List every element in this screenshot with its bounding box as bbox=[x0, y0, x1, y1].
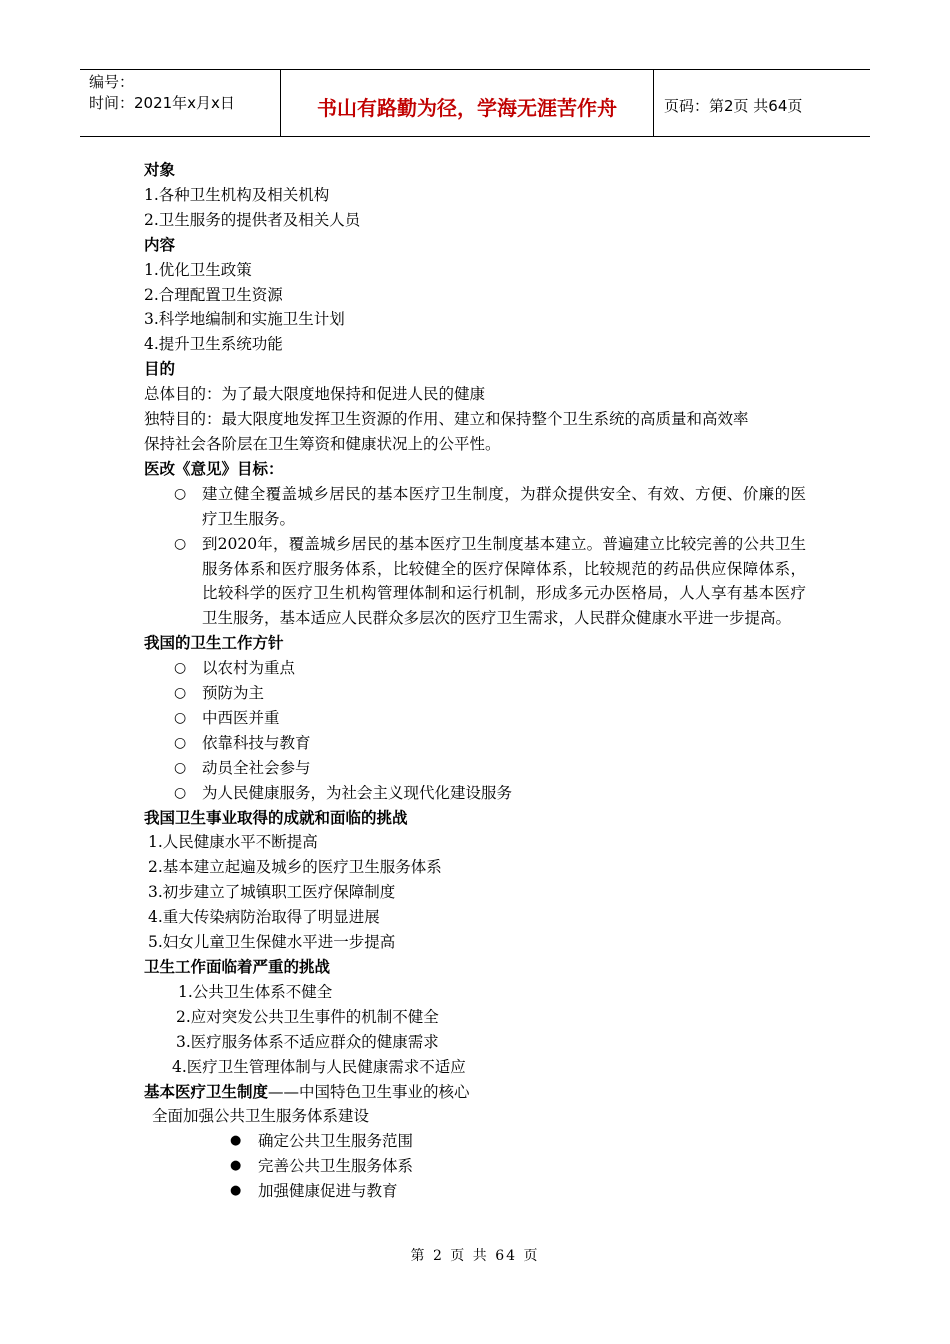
list-item-text: 预防为主 bbox=[202, 684, 265, 703]
list-item bbox=[144, 1154, 824, 1179]
list-item-text: 中西医并重 bbox=[202, 708, 280, 727]
list-item bbox=[144, 756, 824, 781]
header-motto: 书山有路勤为径，学海无涯苦作舟 bbox=[281, 70, 654, 136]
list-item-text: 完善公共卫生服务体系 bbox=[258, 1157, 414, 1176]
list-item-text: 以农村为重点 bbox=[202, 659, 296, 678]
hollow-circle-icon: ○ bbox=[174, 784, 187, 801]
list-item-text: 确定公共卫生服务范围 bbox=[258, 1132, 414, 1151]
section-title-object: 对象 bbox=[144, 161, 176, 179]
header-meta bbox=[80, 70, 281, 136]
document-number: 编号： bbox=[89, 73, 135, 91]
list-item bbox=[144, 781, 824, 806]
section-title-reform: 医改《意见》目标： bbox=[144, 459, 284, 478]
list-item: 4.医疗卫生管理体制与人民健康需求不适应 bbox=[172, 1057, 466, 1076]
list-item bbox=[144, 1179, 824, 1204]
list-item: 2.卫生服务的提供者及相关人员 bbox=[144, 210, 361, 229]
list-item bbox=[144, 681, 824, 706]
document-body bbox=[144, 158, 824, 1204]
list-item-text: 建立健全覆盖城乡居民的基本医疗卫生制度，为群众提供安全、有效、方便、价廉的医疗卫生服务。 bbox=[202, 484, 806, 528]
list-item-text: 到2020年，覆盖城乡居民的基本医疗卫生制度基本建立。普遍建立比较完善的公共卫生服务体系和医疗服务体系，比较健全的医疗保障体系，比较规范的药品供应保障体系，比较科学的医疗卫生机构管理体制和运行机制，形成多元办医格局，人人享有基本医疗卫生服务，基本适应人民群众多层次的医疗卫生需求，人民群众健康水平进一步提高。 bbox=[202, 534, 806, 628]
page-header bbox=[80, 69, 870, 137]
list-item: 2.应对突发公共卫生事件的机制不健全 bbox=[176, 1007, 439, 1026]
hollow-circle-icon: ○ bbox=[174, 685, 187, 702]
list-item: 3.医疗服务体系不适应群众的健康需求 bbox=[176, 1032, 439, 1051]
list-item: 1.各种卫生机构及相关机构 bbox=[144, 185, 330, 204]
filled-circle-icon: ● bbox=[230, 1158, 242, 1174]
list-item-text: 动员全社会参与 bbox=[202, 758, 311, 777]
list-item: 2.基本建立起遍及城乡的医疗卫生服务体系 bbox=[148, 858, 442, 877]
section-title-achievements: 我国卫生事业取得的成就和面临的挑战 bbox=[144, 808, 408, 827]
list-item-text: 加强健康促进与教育 bbox=[258, 1182, 398, 1201]
list-item bbox=[144, 731, 824, 756]
section-title-challenges: 卫生工作面临着严重的挑战 bbox=[144, 958, 331, 976]
list-item: 2.合理配置卫生资源 bbox=[144, 285, 283, 304]
list-item-text: 为人民健康服务，为社会主义现代化建设服务 bbox=[202, 783, 513, 802]
basic-system-subtitle: ——中国特色卫生事业的核心 bbox=[268, 1082, 470, 1101]
list-item: 3.初步建立了城镇职工医疗保障制度 bbox=[148, 883, 396, 902]
hollow-circle-icon: ○ bbox=[174, 759, 187, 776]
basic-system-title: 基本医疗卫生制度 bbox=[144, 1082, 269, 1101]
list-item bbox=[144, 656, 824, 681]
filled-circle-icon: ● bbox=[230, 1183, 242, 1199]
list-item-text: 依靠科技与教育 bbox=[202, 733, 311, 752]
section-title-purpose: 目的 bbox=[144, 360, 176, 379]
section-title-basic-system bbox=[144, 1080, 824, 1105]
specific-purpose-cont: 保持社会各阶层在卫生筹资和健康状况上的公平性。 bbox=[144, 434, 501, 453]
list-item bbox=[144, 482, 824, 532]
list-item: 1.公共卫生体系不健全 bbox=[178, 982, 333, 1001]
list-item: 5.妇女儿童卫生保健水平进一步提高 bbox=[148, 933, 396, 952]
list-item: 3.科学地编制和实施卫生计划 bbox=[144, 310, 345, 329]
header-page-number: 页码：第2页 共64页 bbox=[664, 96, 803, 115]
section-title-content: 内容 bbox=[144, 235, 176, 254]
document-date: 时间：2021年x月x日 bbox=[89, 94, 235, 112]
filled-circle-icon: ● bbox=[230, 1133, 242, 1149]
basic-system-heading: 全面加强公共卫生服务体系建设 bbox=[152, 1107, 370, 1126]
hollow-circle-icon: ○ bbox=[174, 485, 187, 502]
list-item bbox=[144, 532, 824, 632]
list-item: 4.重大传染病防治取得了明显进展 bbox=[148, 908, 380, 927]
list-item bbox=[144, 706, 824, 731]
list-item: 1.优化卫生政策 bbox=[144, 260, 252, 279]
specific-purpose: 独特目的：最大限度地发挥卫生资源的作用、建立和保持整个卫生系统的高质量和高效率 bbox=[144, 410, 749, 429]
hollow-circle-icon: ○ bbox=[174, 709, 187, 726]
page-footer: 第 2 页 共 64 页 bbox=[410, 1248, 540, 1264]
list-item bbox=[144, 1129, 824, 1154]
list-item: 4.提升卫生系统功能 bbox=[144, 335, 283, 354]
list-item: 1.人民健康水平不断提高 bbox=[148, 833, 318, 852]
overall-purpose: 总体目的：为了最大限度地保持和促进人民的健康 bbox=[144, 385, 486, 404]
hollow-circle-icon: ○ bbox=[174, 734, 187, 751]
section-title-policy: 我国的卫生工作方针 bbox=[144, 634, 284, 653]
hollow-circle-icon: ○ bbox=[174, 535, 187, 552]
hollow-circle-icon: ○ bbox=[174, 660, 187, 677]
